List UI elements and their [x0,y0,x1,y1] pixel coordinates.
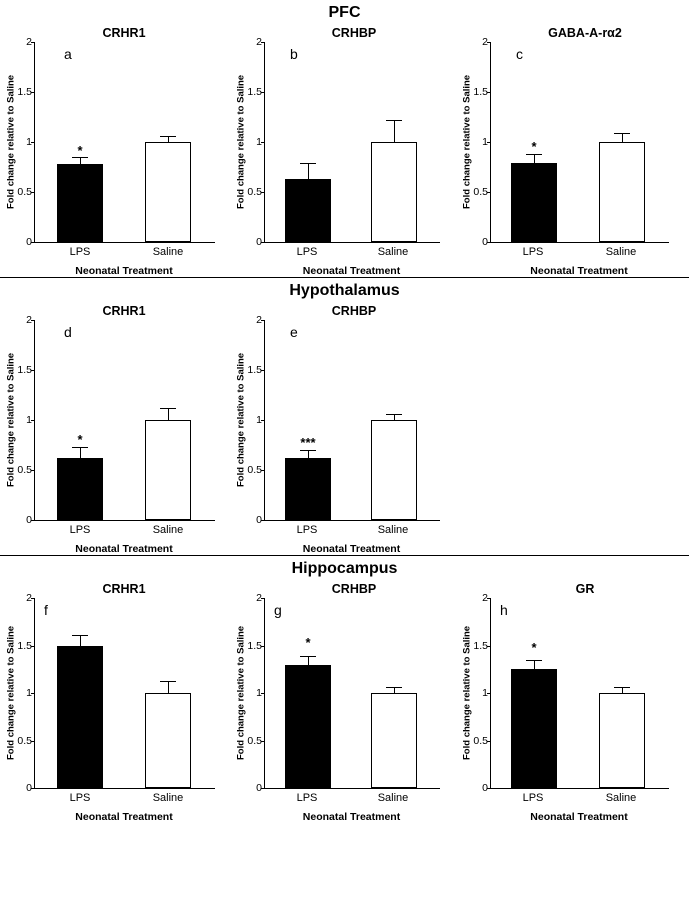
panel-title-d: CRHR1 [102,304,146,318]
x-axis-title-a: Neonatal Treatment [75,265,173,277]
x-axis-title-d: Neonatal Treatment [75,543,173,555]
bar-b-lps [285,179,331,242]
y-tick-e-2: 1 [256,414,262,426]
y-axis-label-g: Fold change relative to Saline [235,625,247,761]
bar-f-lps [57,646,103,789]
y-tick-f-0: 0 [26,782,32,794]
y-tick-f-1: 0.5 [17,734,32,747]
bar-e-saline [371,420,417,520]
panel-group-pfc [0,24,689,277]
y-tick-f-3: 1.5 [17,639,32,652]
bar-d-lps [57,458,103,520]
section-hypothalamus [0,278,689,555]
y-axis-label-h: Fold change relative to Saline [461,625,473,761]
y-tick-g-1: 0.5 [247,734,262,747]
plot-area-a [34,42,215,243]
x-tick-g-lps: LPS [296,792,318,804]
y-tick-e-1: 0.5 [247,464,262,476]
y-tick-a-4: 2 [26,36,32,48]
plot-area-c [490,42,669,243]
y-tick-c-4: 2 [482,36,488,48]
section-title-hippocampus: Hippocampus [291,560,398,577]
panel-title-g: CRHBP [331,582,377,596]
x-tick-h-lps: LPS [522,792,544,804]
y-tick-b-3: 1.5 [247,86,262,98]
panel-group-hypothalamus [0,302,689,555]
panel-letter-f: f [44,602,48,618]
y-tick-b-2: 1 [256,136,262,148]
panel-title-e: CRHBP [331,304,377,318]
bar-g-saline [371,693,417,788]
panel-title-f: CRHR1 [102,582,146,596]
y-axis-label-f: Fold change relative to Saline [5,625,17,761]
panel-b [234,24,460,277]
x-tick-a-saline: Saline [152,246,184,258]
x-tick-c-lps: LPS [522,246,544,258]
panel-letter-h: h [500,602,508,618]
section-title-hypothalamus: Hypothalamus [289,282,400,299]
y-axis-label-b: Fold change relative to Saline [235,74,247,210]
y-tick-g-3: 1.5 [247,639,262,652]
panel-title-b: CRHBP [331,26,377,40]
panel-group-hippocampus [0,580,689,823]
y-tick-a-2: 1 [26,136,32,148]
y-tick-h-1: 0.5 [473,734,488,747]
significance-h-lps: * [531,640,537,655]
bar-f-saline [145,693,191,788]
y-tick-d-0: 0 [26,514,32,526]
plot-area-h [490,598,669,789]
y-tick-a-1: 0.5 [17,186,32,198]
bar-d-saline [145,420,191,520]
x-tick-g-saline: Saline [377,792,409,804]
y-tick-g-2: 1 [256,687,262,699]
plot-area-g [264,598,440,789]
y-tick-e-3: 1.5 [247,364,262,376]
section-title-pfc: PFC [328,4,361,21]
x-tick-b-saline: Saline [377,246,409,258]
x-axis-title-c: Neonatal Treatment [530,265,628,277]
panel-letter-d: d [64,324,72,340]
y-tick-b-0: 0 [256,236,262,248]
bar-e-lps [285,458,331,520]
y-axis-label-e: Fold change relative to Saline [235,352,247,488]
bar-h-lps [511,669,557,788]
y-axis-label-a: Fold change relative to Saline [5,74,17,210]
panel-title-a: CRHR1 [102,26,146,40]
y-tick-f-4: 2 [26,592,32,604]
bar-a-lps [57,164,103,242]
y-tick-b-1: 0.5 [247,186,262,198]
panel-letter-g: g [274,602,282,618]
y-tick-e-0: 0 [256,514,262,526]
x-tick-f-lps: LPS [69,792,91,804]
y-tick-c-2: 1 [482,136,488,148]
panel-letter-b: b [290,46,298,62]
panel-f [0,580,234,823]
x-tick-e-saline: Saline [377,524,409,536]
y-tick-h-4: 2 [482,592,488,604]
panel-title-c: GABA-A-rα2 [548,26,622,40]
y-tick-f-2: 1 [26,687,32,699]
y-axis-label-c: Fold change relative to Saline [461,74,473,210]
x-axis-title-g: Neonatal Treatment [302,811,401,823]
x-axis-title-e: Neonatal Treatment [302,543,401,555]
x-tick-c-saline: Saline [605,246,637,258]
y-tick-d-1: 0.5 [17,464,32,476]
panel-c [460,24,689,277]
panel-letter-e: e [290,324,298,340]
x-axis-title-b: Neonatal Treatment [302,265,401,277]
y-tick-h-3: 1.5 [473,639,488,652]
significance-g-lps: * [305,635,311,650]
y-tick-d-2: 1 [26,414,32,426]
bar-h-saline [599,693,645,788]
y-tick-c-3: 1.5 [473,86,488,98]
y-tick-g-4: 2 [256,592,262,604]
x-axis-title-f: Neonatal Treatment [75,811,173,823]
y-tick-d-3: 1.5 [17,364,32,376]
y-tick-c-1: 0.5 [473,186,488,198]
bar-g-lps [285,665,331,789]
plot-area-f [34,598,215,789]
panel-letter-c: c [516,46,523,62]
x-tick-f-saline: Saline [152,792,184,804]
plot-area-b [264,42,440,243]
y-tick-a-0: 0 [26,236,32,248]
section-hippocampus [0,556,689,823]
x-axis-title-h: Neonatal Treatment [530,811,628,823]
significance-d-lps: * [77,432,83,447]
x-tick-d-lps: LPS [69,524,91,536]
x-tick-b-lps: LPS [296,246,318,258]
significance-e-lps: *** [300,435,316,450]
y-tick-h-0: 0 [482,782,488,794]
panel-h [460,580,689,823]
bar-b-saline [371,142,417,242]
significance-a-lps: * [77,143,83,158]
panel-g [234,580,460,823]
x-tick-d-saline: Saline [152,524,184,536]
x-tick-e-lps: LPS [296,524,318,536]
y-axis-label-d: Fold change relative to Saline [5,352,17,488]
x-tick-h-saline: Saline [605,792,637,804]
panel-letter-a: a [64,46,72,62]
section-pfc [0,0,689,277]
y-tick-b-4: 2 [256,36,262,48]
bar-c-saline [599,142,645,242]
panel-e [234,302,460,555]
y-tick-h-2: 1 [482,687,488,699]
panel-d [0,302,234,555]
panel-a [0,24,234,277]
y-tick-g-0: 0 [256,782,262,794]
bar-a-saline [145,142,191,242]
significance-c-lps: * [531,139,537,154]
x-tick-a-lps: LPS [69,246,91,258]
bar-c-lps [511,163,557,242]
plot-area-d [34,320,215,521]
y-tick-a-3: 1.5 [17,86,32,98]
y-tick-e-4: 2 [256,314,262,326]
panel-title-h: GR [575,582,595,596]
plot-area-e [264,320,440,521]
y-tick-c-0: 0 [482,236,488,248]
y-tick-d-4: 2 [26,314,32,326]
